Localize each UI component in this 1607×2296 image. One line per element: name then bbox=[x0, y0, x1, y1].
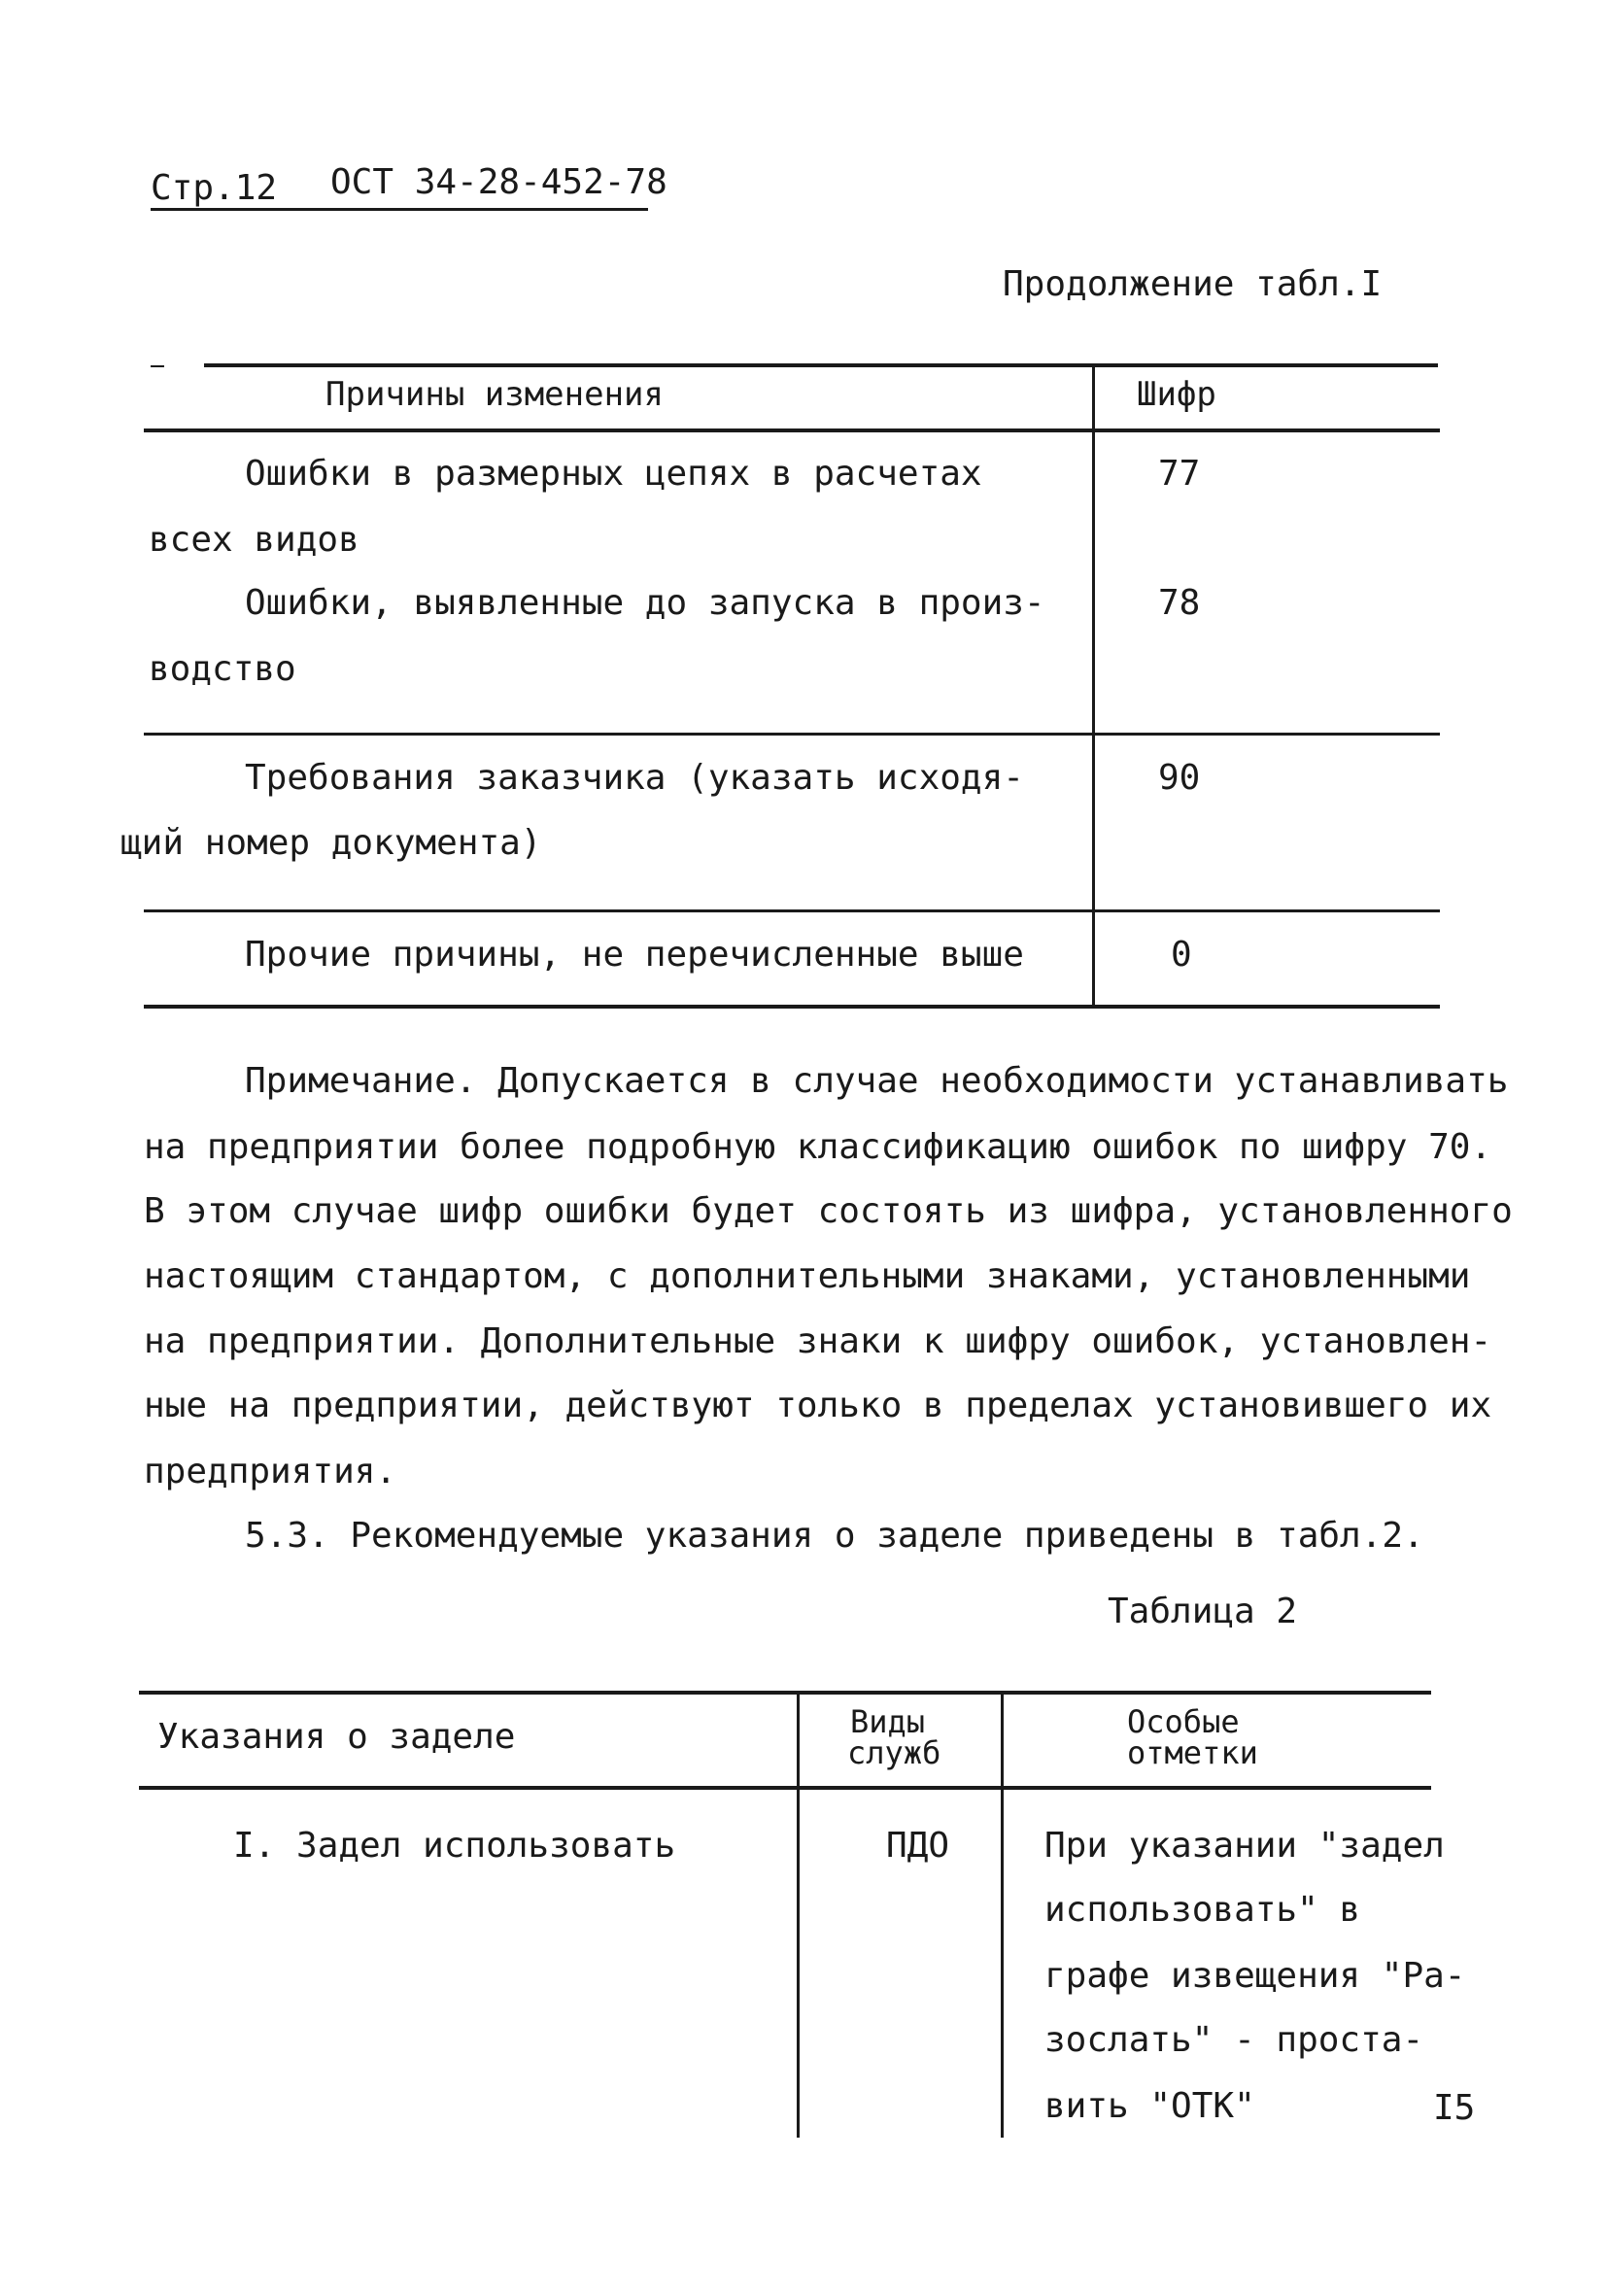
table1-header-rule bbox=[144, 428, 1440, 432]
standard-number: ОСТ 34-28-452-78 bbox=[330, 162, 667, 202]
table1-top-rule bbox=[204, 363, 1438, 367]
table2-row-1-remark-5: вить "ОТК" bbox=[1044, 2086, 1255, 2126]
table2-caption: Таблица 2 bbox=[1108, 1592, 1298, 1631]
table2-header-remarks-1: Особые bbox=[1127, 1703, 1240, 1740]
table2-header-remarks-2: отметки bbox=[1127, 1734, 1258, 1771]
table1-row-1-line-2: всех видов bbox=[149, 520, 359, 560]
table2-divider-1 bbox=[797, 1693, 800, 2138]
note-line-6: ные на предприятии, действуют только в пределах установившего их bbox=[144, 1386, 1492, 1425]
table2-row-1-service: ПДО bbox=[886, 1826, 950, 1866]
table1-top-rule-stub bbox=[151, 365, 164, 367]
table1-bottom-rule bbox=[144, 1005, 1440, 1009]
table1-row-3-line-1: Требования заказчика (указать исходя- bbox=[245, 758, 1024, 798]
table2-row-1-remark-1: При указании "задел bbox=[1044, 1826, 1445, 1866]
table1-row-2-line-2: водство bbox=[149, 649, 296, 689]
table1-row-3-line-2: щий номер документа) bbox=[120, 823, 542, 863]
note-line-4: настоящим стандартом, с дополнительными знаками, установленными bbox=[144, 1256, 1471, 1296]
table2-header-instructions: Указания о заделе bbox=[157, 1717, 516, 1757]
table1-row-4-line-1: Прочие причины, не перечисленные выше bbox=[245, 935, 1024, 975]
table1-row-3-code: 90 bbox=[1158, 758, 1201, 798]
table2-row-1-remark-3: графе извещения "Ра- bbox=[1044, 1956, 1466, 1996]
note-line-1: Примечание. Допускается в случае необходимости устанавливать bbox=[245, 1061, 1509, 1101]
section-5-3: 5.3. Рекомендуемые указания о заделе приведены в табл.2. bbox=[245, 1516, 1424, 1556]
table1-row-2-code: 78 bbox=[1158, 583, 1201, 623]
table1-row-1-line-1: Ошибки в размерных цепях в расчетах bbox=[245, 454, 982, 494]
table1-header-code: Шифр bbox=[1137, 375, 1216, 414]
note-line-7: предприятия. bbox=[144, 1452, 397, 1491]
page-reference: Стр.12 bbox=[151, 168, 278, 208]
note-line-3: В этом случае шифр ошибки будет состоять из шифра, установленного bbox=[144, 1191, 1513, 1231]
note-line-5: на предприятии. Дополнительные знаки к шифру ошибок, установлен- bbox=[144, 1321, 1492, 1361]
table1-row-1-code: 77 bbox=[1158, 454, 1201, 494]
table2-divider-2 bbox=[1001, 1693, 1004, 2138]
table2-header-services-2: служб bbox=[847, 1734, 941, 1771]
page-number: I5 bbox=[1433, 2088, 1476, 2128]
table1-row-4-code: 0 bbox=[1171, 935, 1192, 975]
table2-header-services-1: Виды bbox=[850, 1703, 926, 1740]
table1-caption: Продолжение табл.I bbox=[1003, 264, 1383, 304]
table2-header-rule bbox=[139, 1786, 1431, 1790]
table2-row-1-remark-4: зослать" - проста- bbox=[1044, 2020, 1424, 2060]
table2-row-1-instruction: I. Задел использовать bbox=[233, 1826, 676, 1866]
header-underline bbox=[151, 208, 648, 211]
table1-row-2-line-1: Ошибки, выявленные до запуска в произ- bbox=[245, 583, 1045, 623]
table2-row-1-remark-2: использовать" в bbox=[1044, 1890, 1361, 1930]
table1-header-reasons: Причины изменения bbox=[325, 375, 664, 414]
table2-top-rule bbox=[139, 1691, 1431, 1695]
table1-row-rule-2 bbox=[144, 909, 1440, 912]
table1-row-rule-1 bbox=[144, 733, 1440, 736]
note-line-2: на предприятии более подробную классификацию ошибок по шифру 70. bbox=[144, 1127, 1492, 1167]
